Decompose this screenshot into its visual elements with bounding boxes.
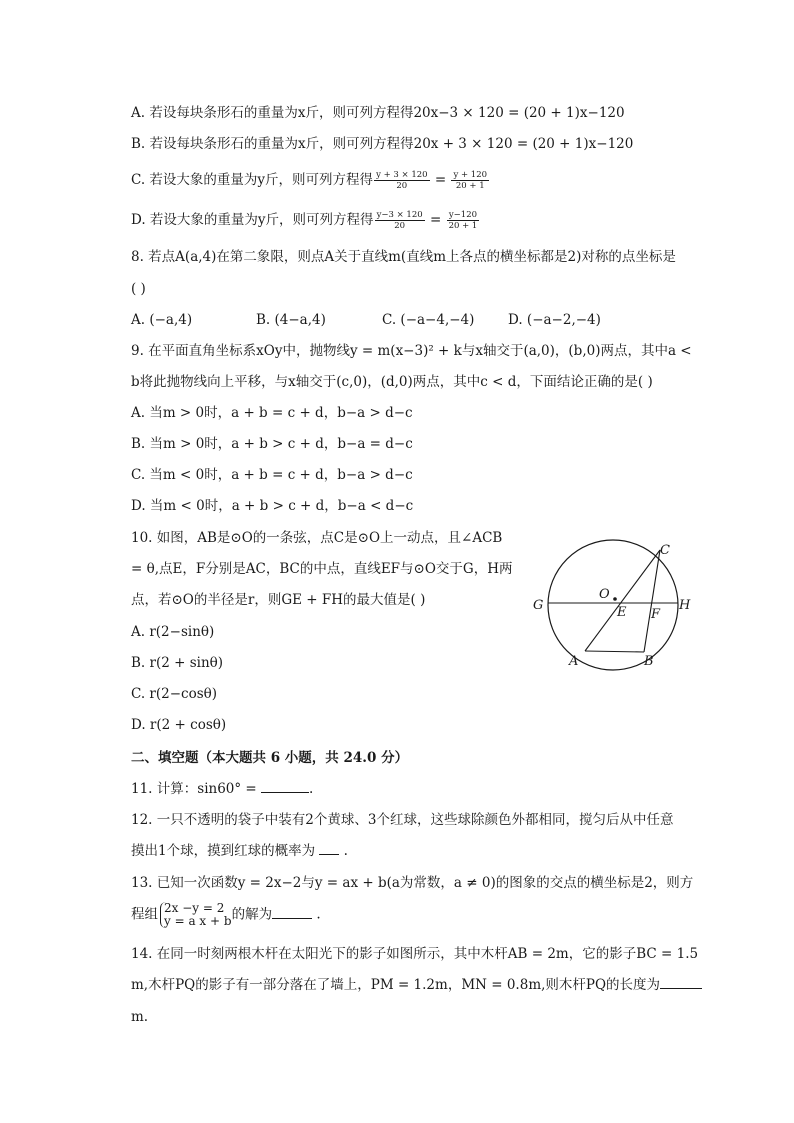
numerator: y−3 × 120 (376, 210, 423, 220)
q10-stem-line2: = θ,点E，F分别是AC，BC的中点，直线EF与⊙O交于G，H两 (131, 561, 513, 577)
q8-stem-line1: 8. 若点A(a,4)在第二象限，则点A关于直线m(直线m上各点的横坐标都是2)对称的点坐标是 (131, 249, 676, 265)
q8-stem-line2: ( ) (131, 281, 146, 297)
q9-option-b: B. 当m > 0时，a + b > c + d，b−a = d−c (131, 436, 413, 452)
segment-bc (644, 550, 660, 652)
q12-text: 摸出1个球，摸到红球的概率为 (131, 843, 320, 859)
q9-option-a: A. 当m > 0时，a + b = c + d，b−a > d−c (131, 405, 413, 421)
center-point-o (613, 597, 617, 601)
q10-option-a: A. r(2−sinθ) (131, 624, 215, 640)
q9-stem-line2: b将此抛物线向上平移，与x轴交于(c,0)，(d,0)两点，其中c < d，下面结论正确的是( ) (131, 374, 653, 390)
q10-option-c: C. r(2−cosθ) (131, 686, 218, 702)
q7-d-fraction-right (447, 210, 480, 231)
q9-option-d: D. 当m < 0时，a + b > c + d，b−a < d−c (131, 498, 414, 514)
numerator: y + 120 (453, 170, 488, 180)
label-a: A (569, 654, 579, 669)
q10-stem-line3: 点，若⊙O的半径是r，则GE + FH的最大值是( ) (131, 592, 426, 608)
label-g: G (533, 598, 544, 613)
q8-option-c: C. (−a−4,−4) (382, 312, 475, 328)
q13-equation-system (160, 902, 232, 928)
q7-option-c (131, 170, 490, 191)
q14-stem-line2 (131, 975, 702, 995)
q13-stem-line1: 13. 已知一次函数y = 2x−2与y = ax + b(a为常数，a ≠ 0)的图象的交点的横坐标是2，则方 (131, 875, 694, 891)
label-c: C (660, 543, 670, 558)
segment-ab (585, 651, 644, 652)
q14-answer-blank (660, 988, 702, 989)
q7-option-c-text: C. 若设大象的重量为y斤，则可列方程得 (131, 172, 374, 188)
q13-text-prefix: 程组 (131, 906, 158, 923)
q11-stem (131, 779, 313, 799)
q10-option-b: B. r(2 + sinθ) (131, 655, 224, 671)
denominator: 20 (396, 181, 408, 191)
q7-option-a: A. 若设每块条形石的重量为x斤，则可列方程得20x−3 × 120 = (20 + 1)x−120 (131, 105, 625, 121)
q10-option-d: D. r(2 + cosθ) (131, 717, 227, 733)
q8-option-d: D. (−a−2,−4) (508, 312, 601, 328)
q13-text-suffix: 的解为 (231, 906, 273, 923)
label-o: O (599, 587, 610, 602)
equation-1: 2x −y = 2 (164, 901, 225, 915)
numerator: y + 3 × 120 (376, 170, 428, 180)
equals-sign: = (425, 212, 446, 228)
label-h: H (679, 598, 691, 613)
q8-option-b: B. (4−a,4) (256, 312, 326, 328)
label-e: E (617, 605, 627, 620)
section-2-title: 二、填空题（本大题共 6 小题，共 24.0 分） (131, 750, 409, 766)
q8-option-a: A. (−a,4) (131, 312, 193, 328)
q9-option-c: C. 当m < 0时，a + b = c + d，b−a > d−c (131, 467, 413, 483)
q10-stem-line1: 10. 如图，AB是⊙O的一条弦，点C是⊙O上一动点，且∠ACB (131, 530, 503, 546)
q7-option-d (131, 210, 480, 231)
segment-ac (585, 550, 660, 651)
q14-stem-line3: m. (131, 1009, 149, 1025)
q12-period: . (339, 843, 348, 859)
q13-stem-line2 (131, 902, 321, 928)
q13-answer-blank (272, 918, 312, 919)
denominator: 20 + 1 (448, 221, 478, 231)
q12-stem-line2 (131, 841, 348, 861)
q7-d-fraction-left (375, 210, 425, 231)
q10-circle-figure (528, 534, 696, 674)
q7-option-b: B. 若设每块条形石的重量为x斤，则可列方程得20x + 3 × 120 = (20 + 1)x−120 (131, 136, 634, 152)
q7-c-fraction-left (374, 170, 430, 191)
equals-sign: = (430, 172, 451, 188)
q7-option-d-text: D. 若设大象的重量为y斤，则可列方程得 (131, 212, 374, 228)
label-b: B (644, 654, 654, 669)
numerator: y−120 (447, 210, 480, 221)
equation-2: y = a x + b (164, 914, 232, 928)
q11-text: 11. 计算：sin60° = (131, 781, 262, 797)
q7-c-fraction-right (451, 170, 489, 191)
q13-period: . (312, 906, 321, 923)
denominator: 20 (394, 221, 406, 231)
q12-stem-line1: 12. 一只不透明的袋子中装有2个黄球、3个红球，这些球除颜色外都相同，搅匀后从中任意 (131, 812, 674, 828)
q11-answer-blank (261, 792, 309, 793)
q9-stem-line1: 9. 在平面直角坐标系xOy中，抛物线y = m(x−3)² + k与x轴交于(a,0)，(b,0)两点，其中a < (131, 343, 692, 359)
label-f: F (651, 607, 661, 622)
denominator: 20 + 1 (455, 181, 485, 191)
q12-answer-blank (319, 854, 339, 855)
q11-period: . (309, 781, 314, 797)
q14-stem-line1: 14. 在同一时刻两根木杆在太阳光下的影子如图所示，其中木杆AB = 2m，它的影子BC = 1.5 (131, 946, 699, 962)
q14-text: m,木杆PQ的影子有一部分落在了墙上，PM = 1.2m，MN = 0.8m,则木杆PQ的长度为 (131, 977, 661, 993)
